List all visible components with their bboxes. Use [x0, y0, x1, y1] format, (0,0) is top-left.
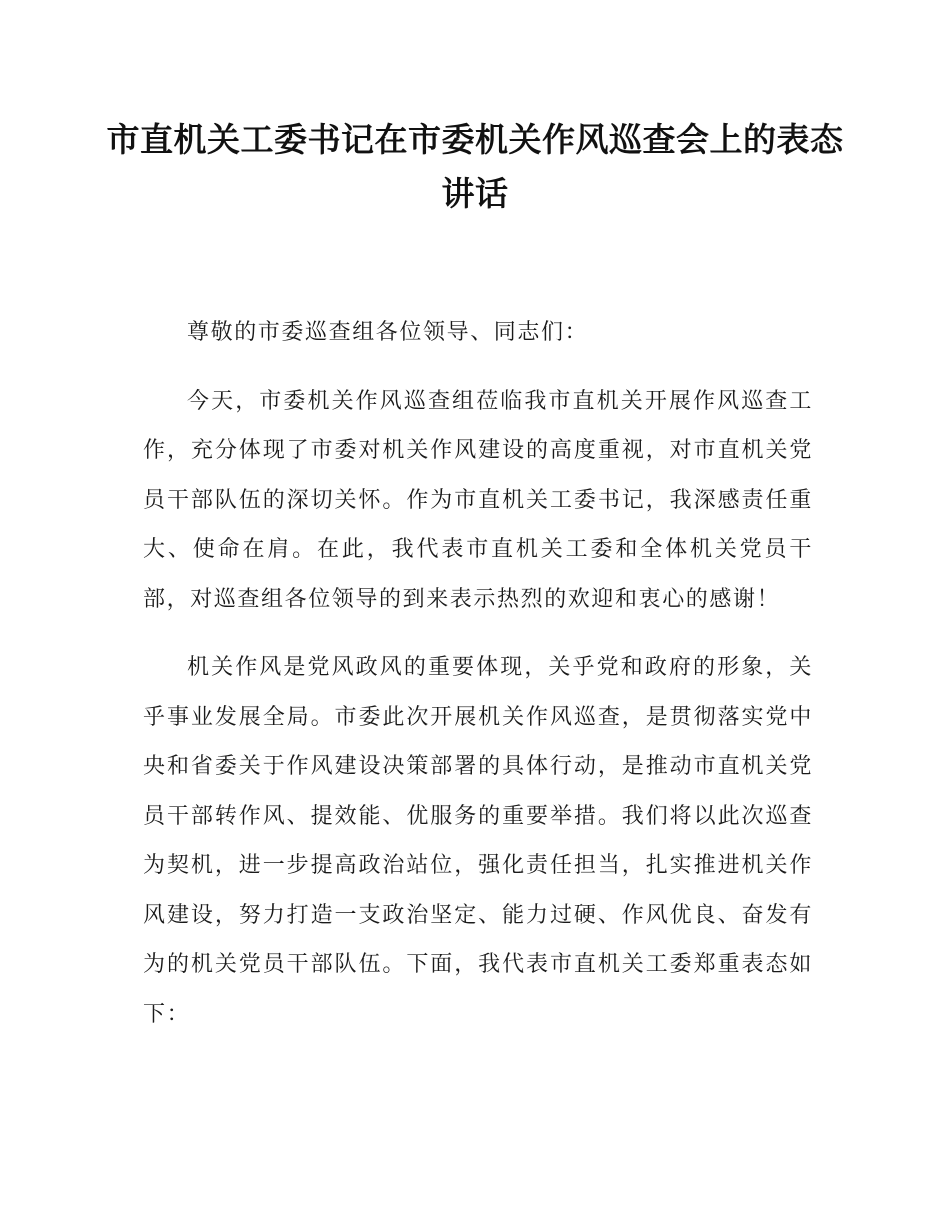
- paragraph-commitment-intro: 机关作风是党风政风的重要体现，关乎党和政府的形象，关乎事业发展全局。市委此次开展机关作风巡查，是贯彻落实党中央和省委关于作风建设决策部署的具体行动，是推动市直机关党员干部转作风、提效能、优服务的重要举措。我们将以此次巡查为契机，进一步提高政治站位，强化责任担当，扎实推进机关作风建设，努力打造一支政治坚定、能力过硬、作风优良、奋发有为的机关党员干部队伍。下面，我代表市直机关工委郑重表态如下：: [143, 655, 813, 1027]
- document-title: 市直机关工委书记在市委机关作风巡查会上的表态讲话: [106, 120, 844, 213]
- document-body: [143, 308, 813, 1039]
- paragraph-opening: 今天，市委机关作风巡查组莅临我市直机关开展作风巡查工作，充分体现了市委对机关作风建设的高度重视，对市直机关党员干部队伍的深切关怀。作为市直机关工委书记，我深感责任重大、使命在肩。在此，我代表市直机关工委和全体机关党员干部，对巡查组各位领导的到来表示热烈的欢迎和衷心的感谢！: [143, 388, 813, 612]
- salutation: 尊敬的市委巡查组各位领导、同志们：: [187, 320, 589, 345]
